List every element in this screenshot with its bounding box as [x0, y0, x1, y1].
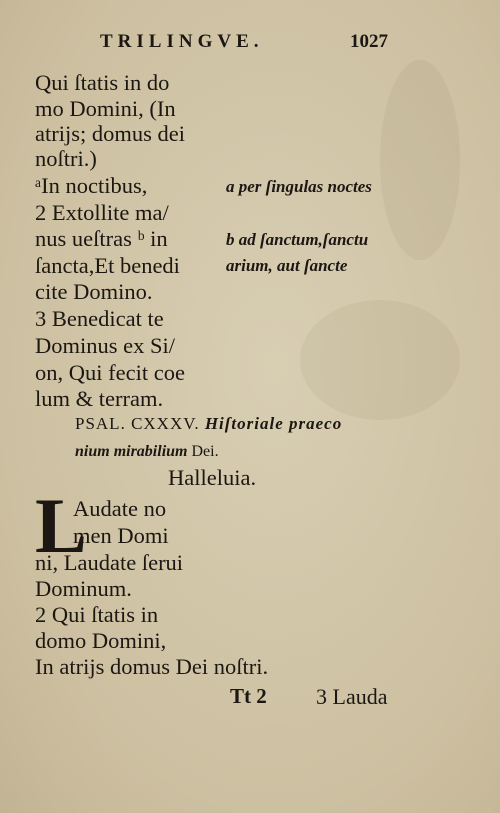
text-line: Qui ſtatis in do: [35, 70, 170, 95]
catchword: 3 Lauda: [316, 684, 388, 709]
text-line: mo Domini, (In: [35, 96, 176, 121]
signature-mark: Tt 2: [230, 684, 267, 708]
text-line: 2 Qui ſtatis in: [35, 602, 159, 627]
marginal-note: b ad ſanctum,ſanctu: [226, 230, 369, 249]
halleluia-line: Halleluia.: [168, 465, 257, 490]
text-line: ni, Laudate ſerui: [35, 550, 184, 575]
paper-stain: [300, 300, 460, 420]
psalm-description: Hiſtoriale praeco: [204, 414, 343, 433]
text-line: Dominus ex Si/: [35, 333, 176, 358]
text-line: lum & terram.: [35, 386, 164, 411]
drop-capital: L: [35, 482, 88, 569]
psalm-description-cont: nium mirabilium: [75, 443, 188, 460]
text-line: nus ueſtras ᵇ in: [35, 226, 168, 251]
text-line: In atrijs domus Dei noſtri.: [35, 654, 269, 679]
text-line: Dominum.: [35, 576, 132, 601]
text-line: 2 Extollite ma/: [35, 200, 169, 225]
text-line: Audate no: [73, 496, 167, 521]
text-line: ᵃIn noctibus,: [35, 173, 148, 198]
text-line: 3 Benedicat te: [35, 306, 164, 331]
text-line: ſancta,Et benedi: [35, 253, 180, 278]
page-number: 1027: [350, 31, 388, 52]
text-line: noſtri.): [35, 146, 97, 171]
text-line: cite Domino.: [35, 279, 153, 304]
psalm-number: PSAL. CXXXV.: [75, 414, 200, 433]
running-header: TRILINGVE.: [100, 31, 264, 52]
marginal-note: arium, aut ſancte: [226, 256, 348, 275]
paper-stain: [380, 60, 460, 260]
text-line: on, Qui fecit coe: [35, 360, 185, 385]
marginal-note: a per ſingulas noctes: [226, 177, 372, 196]
psalm-description-dei: Dei.: [191, 443, 219, 460]
psalm-heading: [75, 414, 342, 434]
text-line: men Domi: [73, 523, 169, 548]
text-line: domo Domini,: [35, 628, 167, 653]
psalm-heading-continued: [75, 443, 219, 461]
text-line: atrijs; domus dei: [35, 121, 185, 146]
